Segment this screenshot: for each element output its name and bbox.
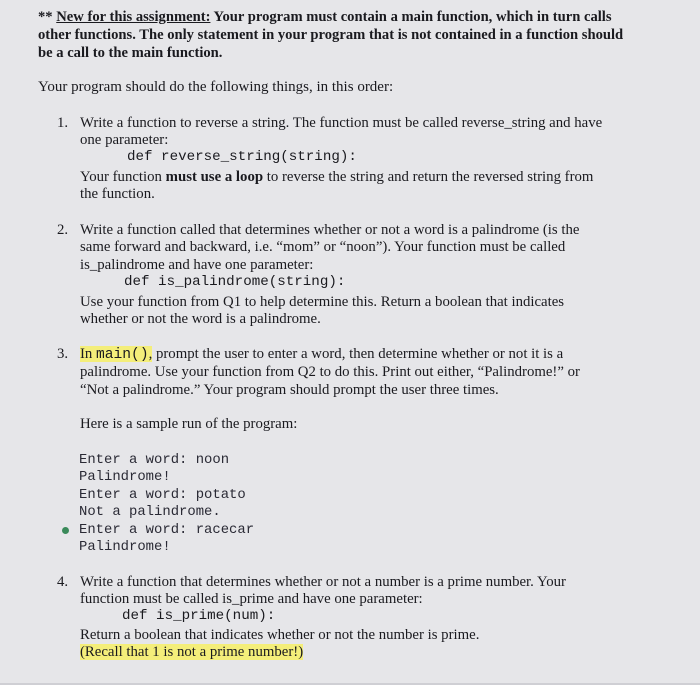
item-2-desc-1: Use your function from Q1 to help determine this. Return a boolean that indicates bbox=[80, 294, 565, 310]
main-highlight bbox=[80, 346, 152, 362]
item-2-description bbox=[80, 294, 564, 329]
item-2-line-1: Write a function called that determines whether or not a word is a palindrome (is the bbox=[80, 222, 580, 238]
highlight-comma: , bbox=[148, 346, 153, 362]
item-1-desc-2: the function. bbox=[80, 186, 155, 203]
item-4-text bbox=[80, 574, 566, 609]
item-1-desc-bold: must use a loop bbox=[165, 169, 264, 185]
prime-note-highlight: (Recall that 1 is not a prime number!) bbox=[80, 644, 304, 661]
item-1-line-2: one parameter: bbox=[80, 132, 169, 149]
item-4-description bbox=[80, 627, 479, 662]
intro-new-label: New for this assignment: bbox=[56, 9, 211, 25]
sample-line: Palindrome! bbox=[79, 469, 171, 486]
item-2-number: 2. bbox=[57, 222, 69, 238]
sample-line: Not a palindrome. bbox=[79, 504, 221, 521]
item-4-line-1: Write a function that determines whether or not a number is a prime number. Your bbox=[80, 574, 566, 590]
item-1-desc-c: to reverse the string and return the reversed string from bbox=[263, 169, 594, 185]
item-4-desc-1: Return a boolean that indicates whether or not the number is prime. bbox=[80, 627, 480, 643]
lead-text: Your program should do the following things, in this order: bbox=[38, 79, 394, 95]
item-2-text bbox=[80, 222, 579, 274]
intro-text: Your program must contain a main function, which in turn calls other functions. The only statement in your program that is not contained in a function should be a call to the main function. bbox=[38, 9, 624, 61]
item-2-code: def is_palindrome(string): bbox=[124, 274, 346, 290]
sample-output bbox=[79, 452, 254, 556]
intro-prefix: ** bbox=[38, 9, 57, 25]
sample-line: Enter a word: potato bbox=[79, 486, 246, 503]
item-3-text bbox=[80, 346, 580, 399]
cursor-dot bbox=[62, 527, 69, 534]
sample-line: Enter a word: racecar bbox=[79, 521, 255, 538]
item-3-line-2: palindrome. Use your function from Q2 to do this. Print out either, “Palindrome!” or bbox=[80, 364, 580, 381]
item-4-number: 4. bbox=[57, 574, 69, 590]
sample-label: Here is a sample run of the program: bbox=[80, 416, 298, 432]
item-1-number: 1. bbox=[57, 115, 69, 131]
item-2-line-2: same forward and backward, i.e. “mom” or “noon”). Your function must be called bbox=[80, 239, 566, 256]
sample-line: Palindrome! bbox=[79, 539, 171, 556]
item-1-code: def reverse_string(string): bbox=[127, 149, 357, 165]
highlight-main-code: main() bbox=[96, 347, 149, 363]
item-2-line-3: is_palindrome and have one parameter: bbox=[80, 256, 314, 273]
item-4-code: def is_prime(num): bbox=[122, 608, 276, 624]
sample-line: Enter a word: noon bbox=[79, 452, 230, 468]
item-1-description bbox=[80, 169, 593, 204]
item-3-number: 3. bbox=[57, 346, 69, 362]
item-3-line-3: “Not a palindrome.” Your program should prompt the user three times. bbox=[80, 381, 499, 398]
item-3-line-1-rest: prompt the user to enter a word, then determine whether or not it is a bbox=[152, 346, 564, 362]
highlight-in: In bbox=[80, 346, 97, 362]
intro-paragraph bbox=[38, 8, 638, 62]
item-2-desc-2: whether or not the word is a palindrome. bbox=[80, 311, 321, 328]
item-4-line-2: function must be called is_prime and have one parameter: bbox=[80, 591, 423, 608]
item-1-line-1: Write a function to reverse a string. The function must be called reverse_string and have bbox=[80, 115, 603, 131]
item-1-text bbox=[80, 115, 602, 150]
item-1-desc-a: Your function bbox=[80, 169, 166, 185]
